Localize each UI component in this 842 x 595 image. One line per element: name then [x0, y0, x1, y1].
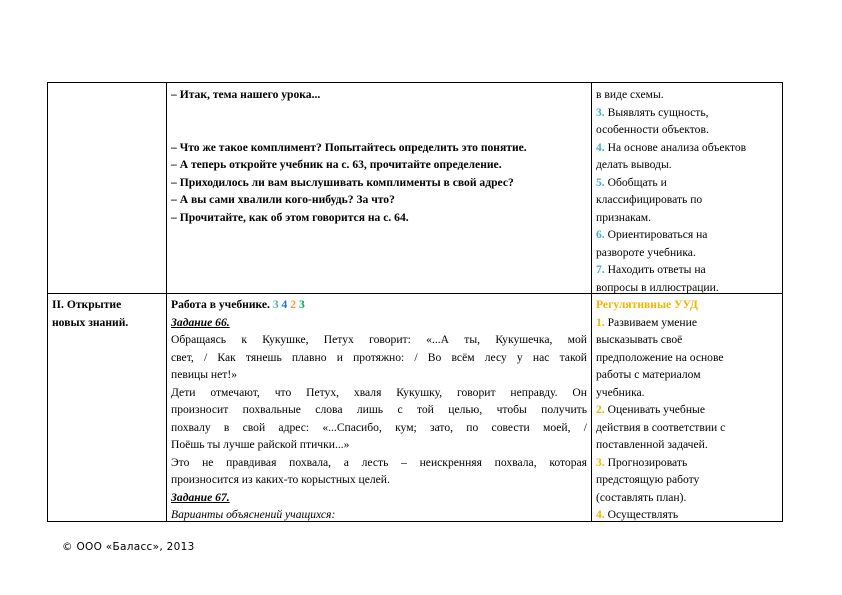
list-item: классифицировать по — [596, 193, 703, 206]
text-line: Обращаясь к Кукушке, Петух говорит: «...А ты, Кукушечка, мой — [171, 333, 587, 346]
row2-middle-cell — [171, 296, 587, 524]
text-line: похвалу в свой адрес: «...Спасибо, кум; зато, по совести моей, / — [171, 420, 587, 434]
text-line: Это не правдивая похвала, а лесть – неискренняя похвала, которая — [171, 455, 587, 469]
stage-title — [52, 296, 164, 331]
uud-title: Регулятивные УУД — [596, 298, 698, 311]
column-divider-1 — [166, 82, 167, 522]
text-line: произносится из каких-то корыстных целей. — [171, 473, 390, 486]
stage-title-line: II. Открытие — [52, 298, 122, 311]
copyright-footer: © ООО «Баласс», 2013 — [62, 541, 195, 553]
stage-title-line: новых знаний. — [52, 315, 129, 329]
teacher-line: – А теперь откройте учебник на с. 63, прочитайте определение. — [171, 158, 502, 171]
list-item: предстоящую работу — [596, 473, 700, 486]
task-66-title: Задание 66. — [171, 315, 230, 329]
list-item: (составлять план). — [596, 490, 687, 504]
column-divider-2 — [591, 82, 592, 522]
work-num: 4 — [281, 298, 288, 311]
list-item: поставленной задачей. — [596, 438, 708, 451]
list-item: учебника. — [596, 385, 645, 399]
list-item: предположение на основе — [596, 350, 724, 364]
list-item: делать выводы. — [596, 158, 672, 171]
task-67-title: Задание 67. — [171, 490, 230, 504]
list-item: вопросы в иллюстрации. — [596, 280, 719, 294]
table-right-border — [782, 82, 783, 522]
row2-right-cell — [596, 296, 780, 524]
list-item: 4. На основе анализа объектов — [596, 140, 747, 154]
list-item: 3. Прогнозировать — [596, 455, 688, 469]
text-line: произносит похвальные слова лишь с той целью, чтобы получить — [171, 403, 587, 416]
list-item: работы с материалом — [596, 368, 701, 381]
text-line: певицы нет!» — [171, 368, 237, 381]
teacher-line: – Итак, тема нашего урока... — [171, 88, 321, 101]
list-item: 3. Выявлять сущность, — [596, 105, 709, 119]
list-item: особенности объектов. — [596, 123, 709, 136]
list-item: 7. Находить ответы на — [596, 263, 706, 276]
work-num: 2 — [290, 298, 297, 311]
teacher-line: – Приходилось ли вам выслушивать комплименты в свой адрес? — [171, 175, 514, 189]
list-item: 4. Осуществлять — [596, 508, 679, 521]
list-item: признакам. — [596, 210, 651, 224]
teacher-line: – А вы сами хвалили кого-нибудь? За что? — [171, 193, 395, 206]
work-heading — [171, 296, 587, 314]
teacher-line: – Что же такое комплимент? Попытайтесь определить это понятие. — [171, 140, 527, 154]
list-item: высказывать своё — [596, 333, 683, 346]
list-item: развороте учебника. — [596, 245, 696, 259]
row1-right-cell — [596, 86, 780, 296]
row1-middle-cell — [171, 86, 587, 226]
work-label: Работа в учебнике. — [171, 298, 270, 311]
list-item: действия в соответствии с — [596, 420, 726, 434]
list-item: 1. Развиваем умение — [596, 315, 697, 329]
lesson-table — [47, 82, 783, 522]
work-num: 3 — [272, 298, 279, 311]
work-num: 3 — [298, 298, 305, 311]
list-item: 5. Обобщать и — [596, 175, 667, 189]
table-left-border — [47, 82, 48, 522]
text-line: Поёшь ты лучше райской птички...» — [171, 438, 350, 451]
table-top-border — [47, 82, 783, 83]
teacher-line: – Прочитайте, как об этом говорится на с. 64. — [171, 210, 409, 224]
list-item: 6. Ориентироваться на — [596, 228, 708, 241]
list-item: 2. Оценивать учебные — [596, 403, 705, 416]
text-line: Дети отмечают, что Петух, хваля Кукушку, говорит неправду. Он — [171, 385, 587, 399]
variants-label: Варианты объяснений учащихся: — [171, 508, 336, 521]
list-item: в виде схемы. — [596, 88, 664, 101]
text-line: свет, / Как тянешь плавно и протяжно: / Во всём лесу у нас такой — [171, 350, 587, 364]
